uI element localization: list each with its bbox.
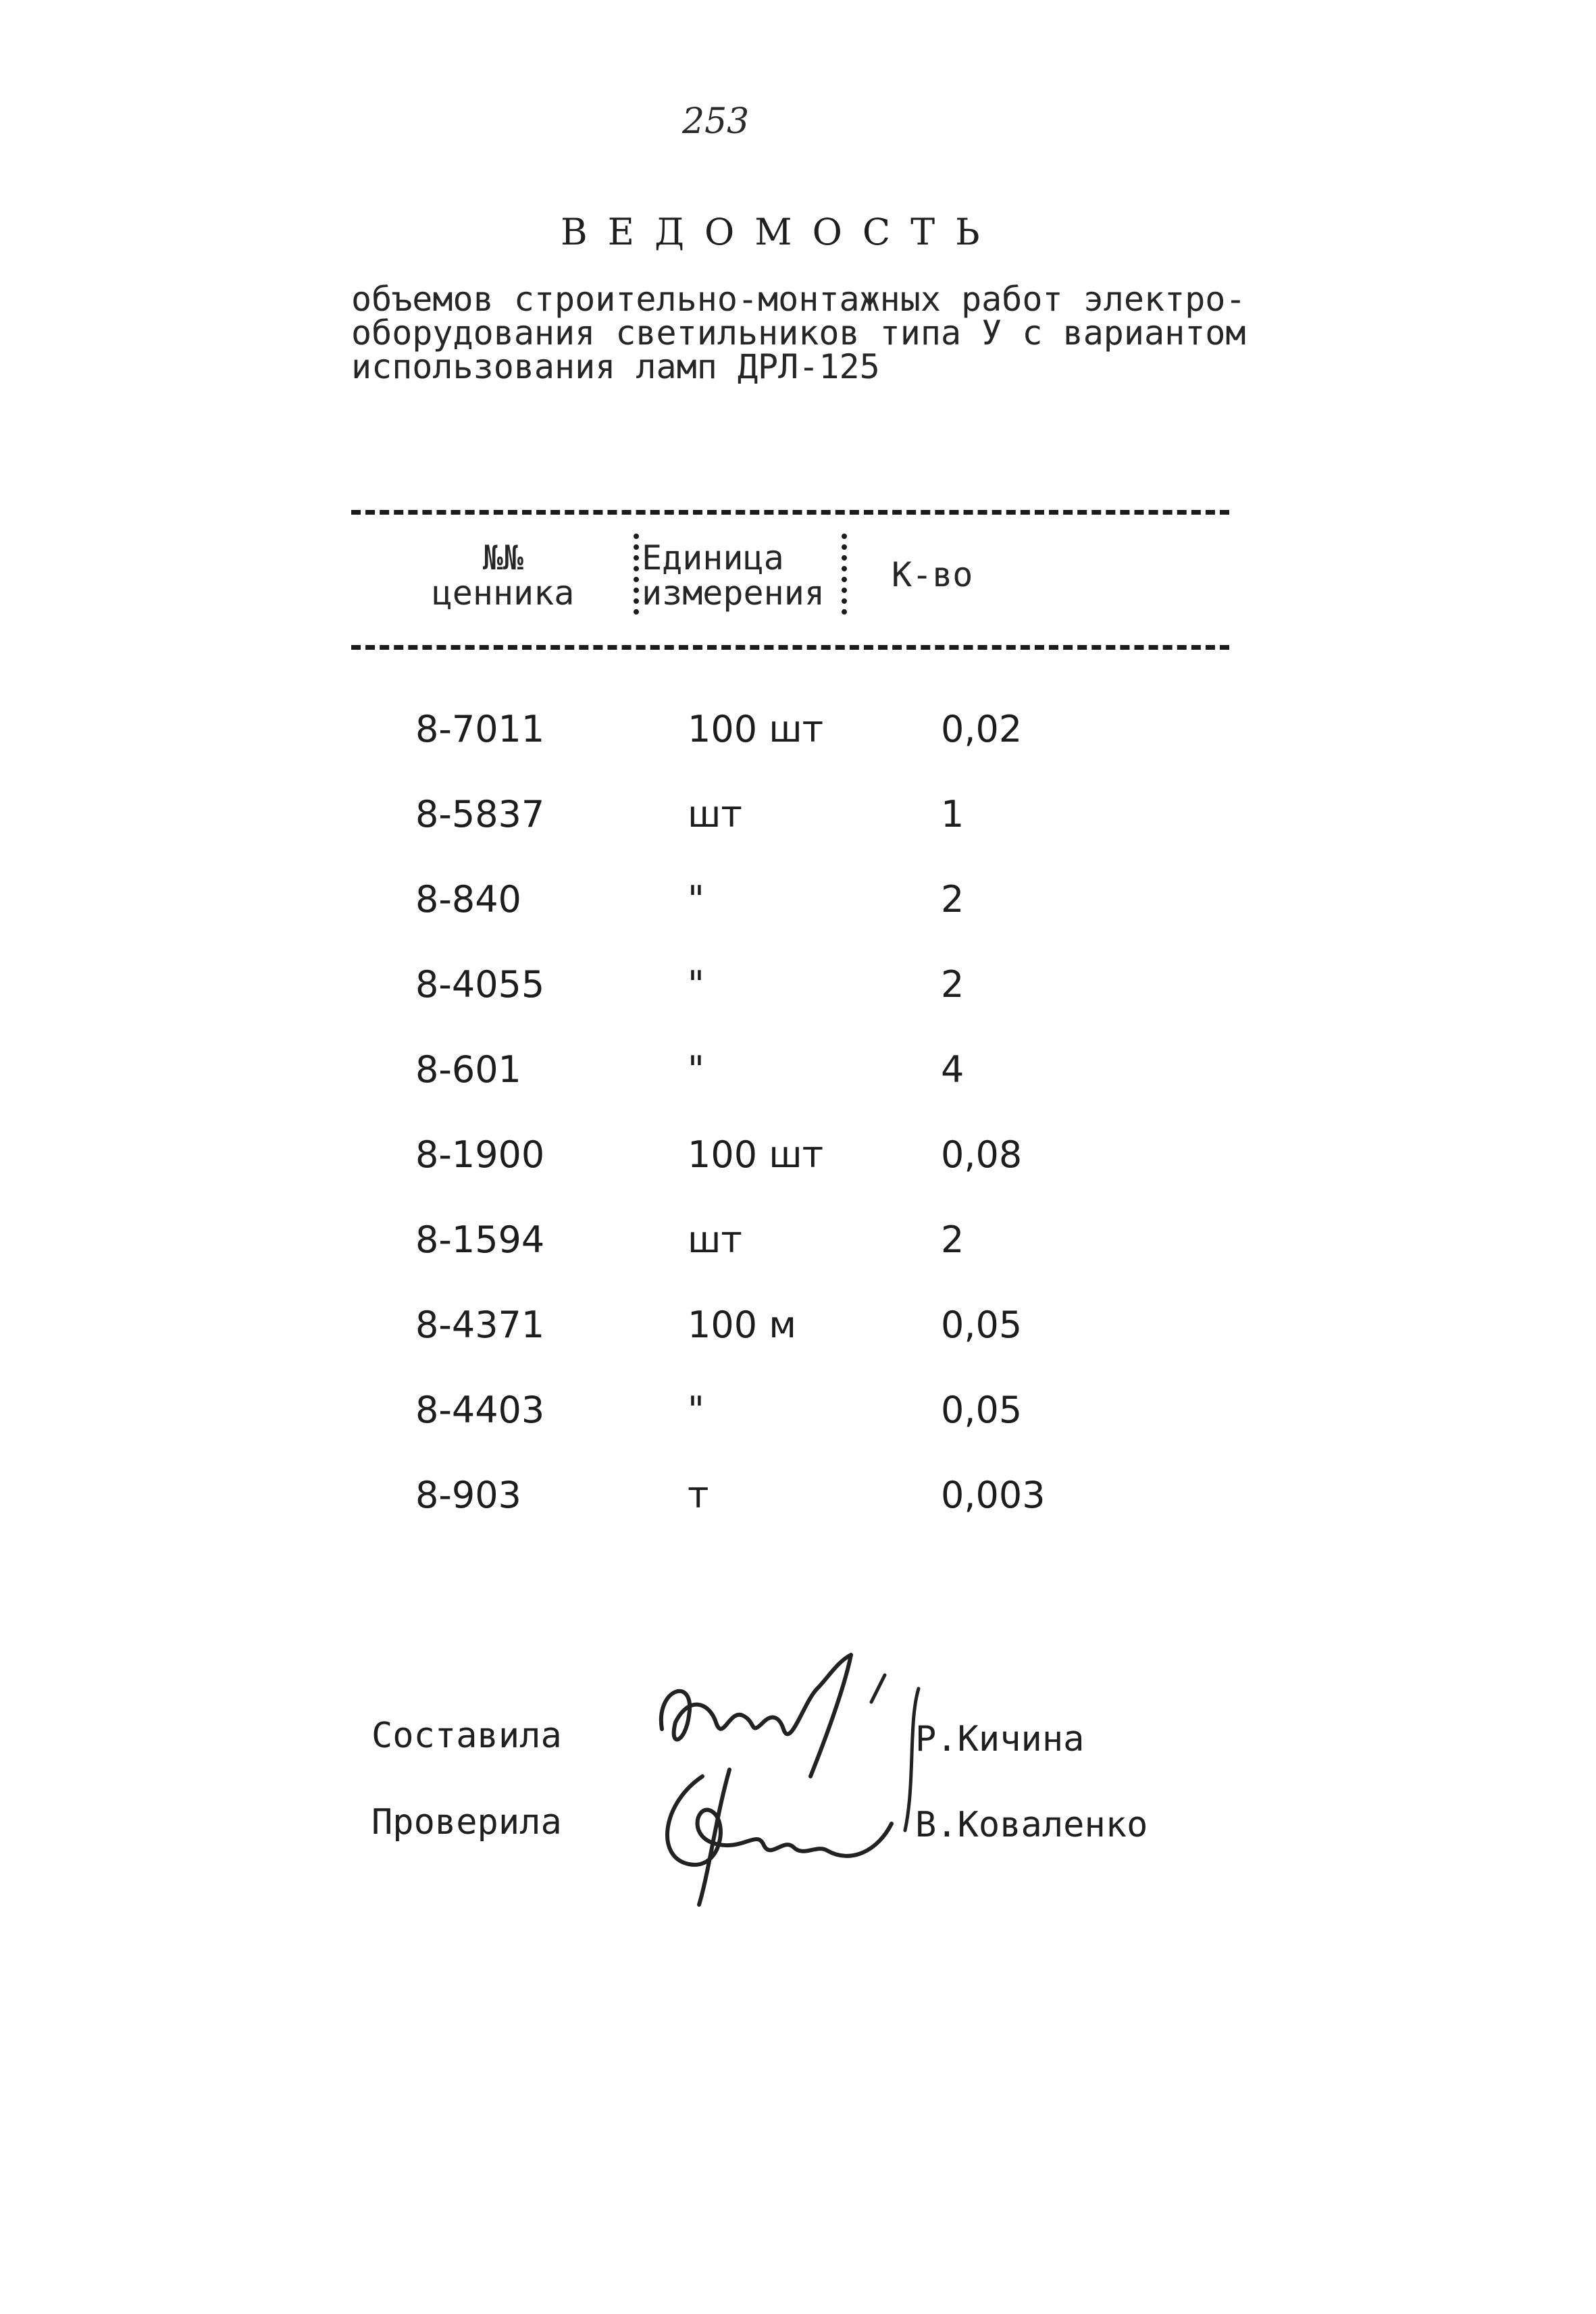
table-top-rule	[351, 510, 1229, 515]
header-code-line: №№	[482, 538, 524, 577]
header-code	[412, 540, 594, 611]
header-code-line: ценника	[432, 573, 575, 613]
row-qty: 2	[941, 963, 964, 1006]
row-qty: 2	[941, 1218, 964, 1261]
row-qty: 2	[941, 878, 964, 921]
row-code: 8-4055	[415, 963, 545, 1006]
row-qty: 4	[941, 1048, 964, 1091]
table-header-rule	[351, 645, 1229, 650]
row-code: 8-601	[415, 1048, 521, 1091]
row-unit: шт	[688, 793, 742, 835]
header-unit	[642, 540, 838, 611]
header-unit-line: Единица	[642, 538, 784, 577]
compiled-by-label: Составила	[371, 1716, 562, 1756]
row-qty: 0,02	[941, 708, 1023, 750]
subtitle-line: оборудования светильников типа У с вариантом	[351, 313, 1246, 353]
row-unit: "	[688, 1389, 704, 1431]
row-code: 8-4371	[415, 1304, 545, 1346]
row-unit: 100 шт	[688, 1133, 824, 1176]
row-code: 8-1594	[415, 1218, 545, 1261]
compiled-by-name: Р.Кичина	[915, 1719, 1085, 1759]
header-qty	[892, 557, 1000, 592]
checked-by-name: В.Коваленко	[915, 1805, 1148, 1845]
row-code: 8-4403	[415, 1389, 545, 1431]
row-unit: "	[688, 963, 704, 1006]
signature-stroke	[892, 1682, 932, 1837]
row-qty: 1	[941, 793, 964, 835]
row-unit: шт	[688, 1218, 742, 1261]
row-code: 8-903	[415, 1474, 521, 1516]
document-subtitle	[351, 282, 1304, 384]
row-unit: 100 шт	[688, 708, 824, 750]
row-qty: 0,003	[941, 1474, 1046, 1516]
header-qty-line: К-во	[892, 555, 973, 594]
row-code: 8-840	[415, 878, 521, 921]
document-title: ВЕДОМОСТЬ	[561, 211, 1000, 253]
subtitle-line: объемов строительно-монтажных работ электро-	[351, 280, 1246, 319]
checked-signature	[648, 1749, 905, 1911]
checked-by-label: Проверила	[371, 1802, 562, 1843]
row-code: 8-5837	[415, 793, 545, 835]
row-unit: 100 м	[688, 1304, 796, 1346]
row-qty: 0,05	[941, 1304, 1023, 1346]
subtitle-line: использования ламп ДРЛ-125	[351, 347, 880, 386]
row-unit: "	[688, 878, 704, 921]
row-qty: 0,05	[941, 1389, 1023, 1431]
header-divider	[842, 534, 847, 615]
row-unit: т	[688, 1474, 709, 1516]
row-qty: 0,08	[941, 1133, 1023, 1176]
page-number: 253	[682, 101, 750, 142]
row-unit: "	[688, 1048, 704, 1091]
header-unit-line: измерения	[642, 573, 825, 613]
header-divider	[634, 534, 639, 615]
row-code: 8-7011	[415, 708, 545, 750]
row-code: 8-1900	[415, 1133, 545, 1176]
